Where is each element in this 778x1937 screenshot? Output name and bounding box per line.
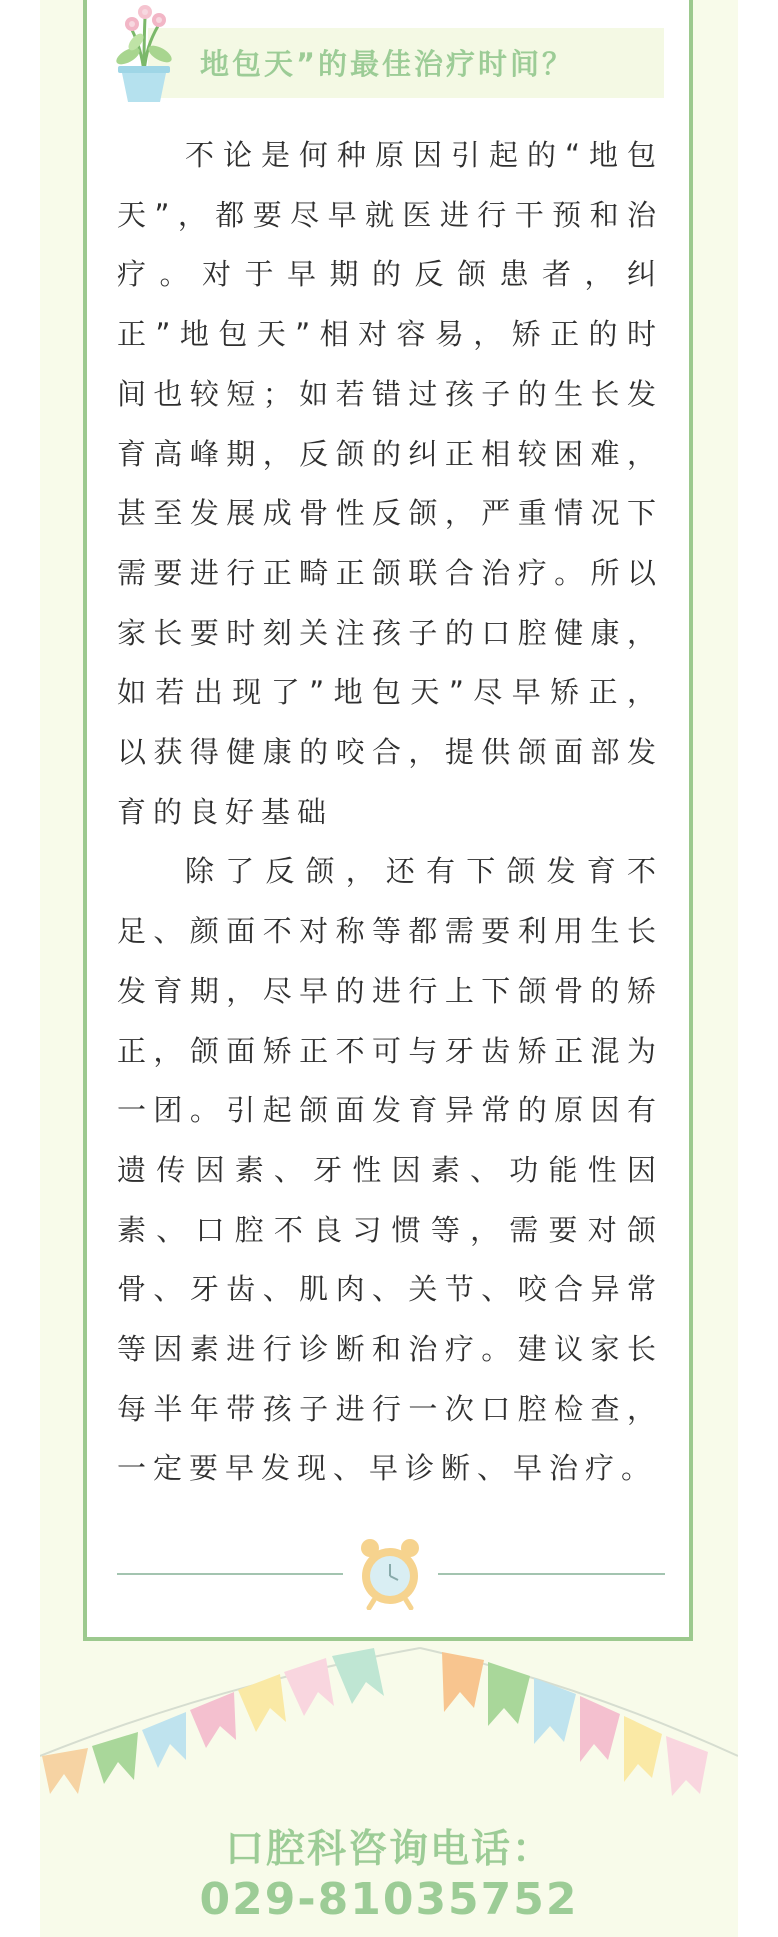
section-heading: 地包天”的最佳治疗时间？ xyxy=(200,47,575,81)
paragraph-1: 不论是何种原因引起的“地包天”，都要尽早就医进行干预和治疗。对于早期的反颌患者，纠正”地包天”相对容易，矫正的时间也较短；如若错过孩子的生长发育高峰期，反颌的纠正相较困难，甚至发展成骨性反颌，严重情况下需要进行正畸正颌联合治疗。所以家长要时刻关注孩子的口腔健康，如若出现了”地包天”尽早矫正，以获得健康的咬合，提供颌面部发育的良好基础 xyxy=(117,138,663,829)
paragraph-2: 除了反颌，还有下颌发育不足、颜面不对称等都需要利用生长发育期，尽早的进行上下颌骨的矫正，颌面矫正不可与牙齿矫正混为一团。引起颌面发育异常的原因有遗传因素、牙性因素、功能性因素、口腔不良习惯等，需要对颌骨、牙齿、肌肉、关节、咬合异常等因素进行诊断和治疗。建议家长每半年带孩子进行一次口腔检查，一定要早发现、早诊断、早治疗。 xyxy=(117,854,663,1486)
contact-phone: 029-81035752 xyxy=(199,1874,579,1925)
alarm-clock-icon xyxy=(358,1536,422,1610)
contact-label: 口腔科咨询电话： xyxy=(224,1827,553,1872)
divider-line-left xyxy=(117,1573,343,1575)
potted-flower-icon xyxy=(112,0,176,104)
divider-line-right xyxy=(438,1573,665,1575)
article-body xyxy=(117,126,663,1499)
bunting-flags xyxy=(40,1644,738,1804)
